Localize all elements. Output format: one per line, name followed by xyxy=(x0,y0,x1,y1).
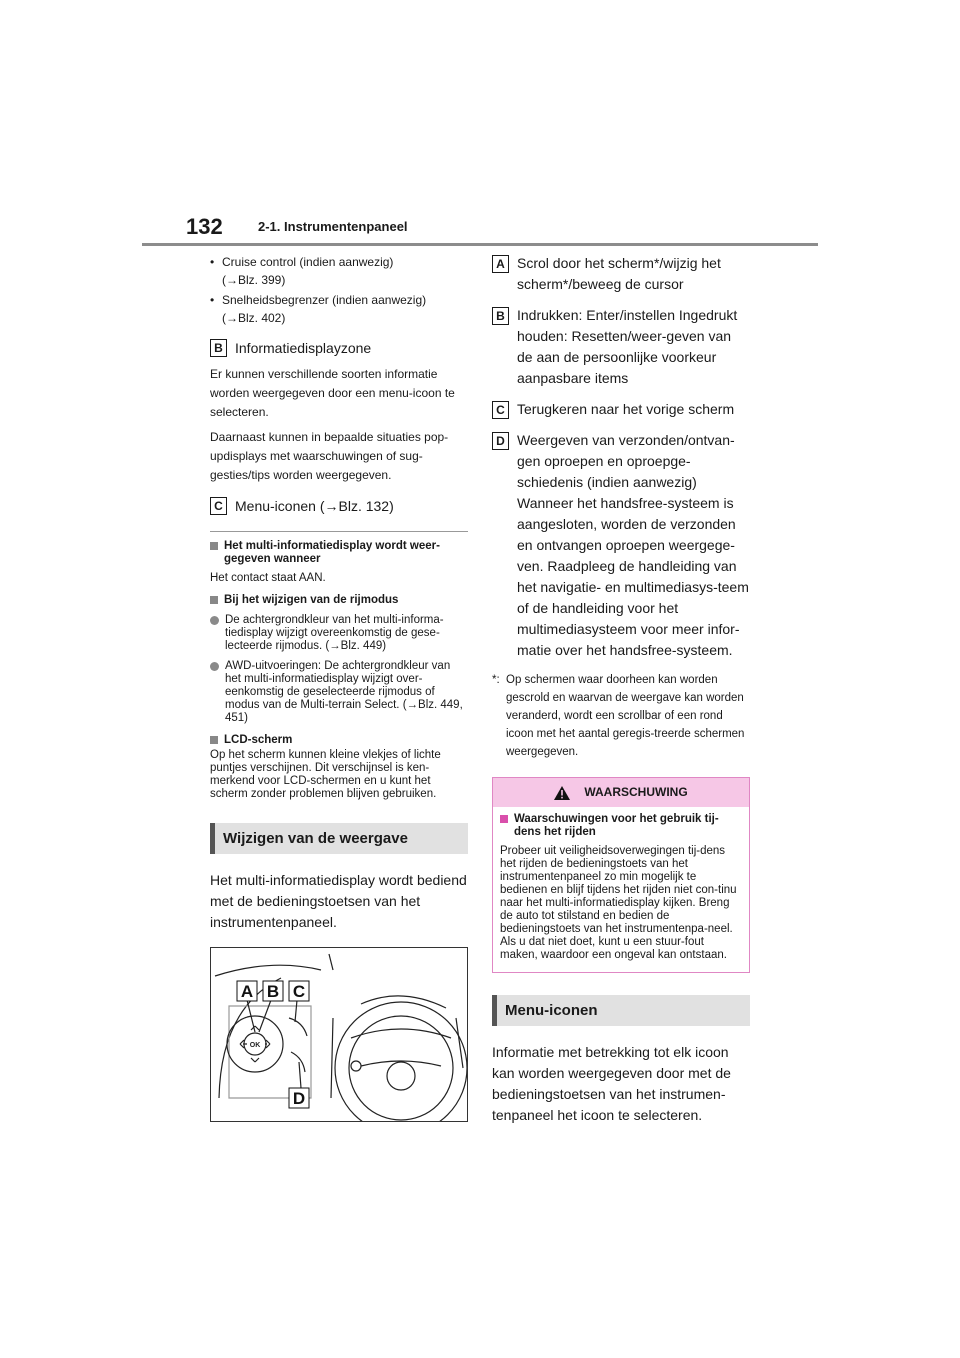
section-heading: Wijzigen van de weergave xyxy=(210,823,468,854)
square-bullet-icon xyxy=(500,815,508,823)
control-item-a xyxy=(492,253,750,295)
square-bullet-icon xyxy=(210,596,218,604)
left-column xyxy=(210,253,468,1122)
note-text: Op het scherm kunnen kleine vlekjes of lichte puntjes verschijnen. Dit verschijnsel is ken-merkend voor LCD-schermen en u kunt het scherm zonder problemen blijven gebruiken. xyxy=(210,749,441,800)
divider xyxy=(210,531,468,532)
steering-controls-figure xyxy=(210,947,468,1122)
square-bullet-icon xyxy=(210,542,218,550)
dot-item: De achtergrondkleur van het multi-informa-tiedisplay wijzigt overeenkomstig de gese-lecteerde rijmodus. (→Blz. 449) xyxy=(210,614,468,653)
control-item-d xyxy=(492,430,750,661)
section-text: Het multi-informatiedisplay wordt bediend met de bedieningstoetsen van het instrumentenpaneel. xyxy=(210,872,467,930)
control-item-text: Terugkeren naar het vorige scherm xyxy=(517,401,735,417)
note-heading: LCD-scherm xyxy=(210,734,468,747)
steering-wheel-illustration xyxy=(211,948,467,1121)
warning-heading: Waarschuwingen voor het gebruik tij-dens het rijden xyxy=(500,813,742,839)
chapter-title: 2-1. Instrumentenpaneel xyxy=(258,219,408,234)
circle-bullet-icon xyxy=(210,662,219,671)
control-item-text: Weergeven van verzonden/ontvan-gen oproepen en oproepge-schiedenis (indien aanwezig) Wanneer het handsfree-systeem is aangesloten, worden de verzonden en ontvangen oproepen weergege-ven. Raadpleeg de handleiding van het navigatie- en multimediasys-teem of de handleiding voor het multimediasysteem voor meer infor-matie over het handsfree-systeem. xyxy=(517,432,749,658)
control-item-b xyxy=(492,305,750,389)
bullet-item: • Snelheidsbegrenzer (indien aanwezig) xyxy=(210,293,427,307)
key-c-line xyxy=(210,497,468,515)
paragraph: Daarnaast kunnen in bepaalde situaties pop-updisplays met waarschuwingen of sug-gesties/tips worden weergegeven. xyxy=(210,430,449,482)
circle-bullet-icon xyxy=(210,616,219,625)
warning-box xyxy=(492,777,750,973)
bullet-ref: (→Blz. 399) xyxy=(222,273,286,287)
section-text: Informatie met betrekking tot elk icoon kan worden weergegeven door met de bedieningstoetsen van het instrumen-tenpaneel het icoon te selecteren. xyxy=(492,1044,731,1123)
page-number: 132 xyxy=(186,214,223,239)
key-b-text: Informatiedisplayzone xyxy=(235,340,372,356)
right-column xyxy=(492,253,750,1126)
warning-header xyxy=(493,778,749,807)
control-item-text: Indrukken: Enter/instellen Ingedrukt houden: Resetten/weer-geven van de aan de persoonlijke voorkeur aanpasbare items xyxy=(517,307,738,386)
section-heading: Menu-iconen xyxy=(492,995,750,1026)
key-d-label: D xyxy=(492,432,509,450)
dot-item: AWD-uitvoeringen: De achtergrondkleur van het multi-informatiedisplay wijzigt over-eenkomstig de geselecteerde rijmodus of modus van de Multi-terrain Select. (→Blz. 449, 451) xyxy=(210,660,468,725)
note-heading: Het multi-informatiedisplay wordt weer-gegeven wanneer xyxy=(210,540,468,566)
key-b-label: B xyxy=(492,307,509,325)
figure-label-c: C xyxy=(292,982,306,1001)
paragraph: Er kunnen verschillende soorten informatie worden weergegeven door een menu-icoon te selecteren. xyxy=(210,367,455,419)
figure-label-d: D xyxy=(292,1089,306,1108)
key-b-line xyxy=(210,339,468,357)
figure-label-a: A xyxy=(240,982,254,1001)
key-c-label: C xyxy=(492,401,509,419)
warning-triangle-icon xyxy=(554,786,570,800)
note-text: Het contact staat AAN. xyxy=(210,572,326,584)
bullet-item: • Cruise control (indien aanwezig) xyxy=(210,255,394,269)
warning-title: WAARSCHUWING xyxy=(584,785,688,799)
ok-button-label: OK xyxy=(249,1042,261,1049)
bullet-ref: (→Blz. 402) xyxy=(222,311,286,325)
warning-text: Probeer uit veiligheidsoverwegingen tij-dens het rijden de bedieningstoets van het instrumentenpaneel zo min mogelijk te bedienen en blijf tijdens het rijden niet con-tinu naar het multi-informatiedisplay kijken. Breng de auto tot stilstand en bedien de bedieningstoets van het instrumentenpa-neel. Als u dat niet doet, kunt u een stuur-fout maken, waardoor een ongeval kan ontstaan. xyxy=(500,845,737,961)
warning-body xyxy=(493,807,749,972)
key-c-label: C xyxy=(210,497,227,515)
footnote-mark: *: xyxy=(492,674,500,686)
note-heading: Bij het wijzigen van de rijmodus xyxy=(210,594,468,607)
key-a-label: A xyxy=(492,255,509,273)
header-rule xyxy=(142,243,818,246)
square-bullet-icon xyxy=(210,736,218,744)
key-b-label: B xyxy=(210,339,227,357)
figure-label-b: B xyxy=(266,982,280,1001)
control-item-c xyxy=(492,399,750,420)
key-c-text: Menu-iconen (→Blz. 132) xyxy=(235,498,394,514)
control-item-text: Scrol door het scherm*/wijzig het scherm*/beweeg de cursor xyxy=(517,255,721,292)
footnote-text: Op schermen waar doorheen kan worden gescrold en waarvan de weergave kan worden veranderd, wordt een scrollbar of een rond icoon met het aantal geregis-treerde schermen weergegeven. xyxy=(506,674,745,758)
footnote xyxy=(492,671,750,761)
